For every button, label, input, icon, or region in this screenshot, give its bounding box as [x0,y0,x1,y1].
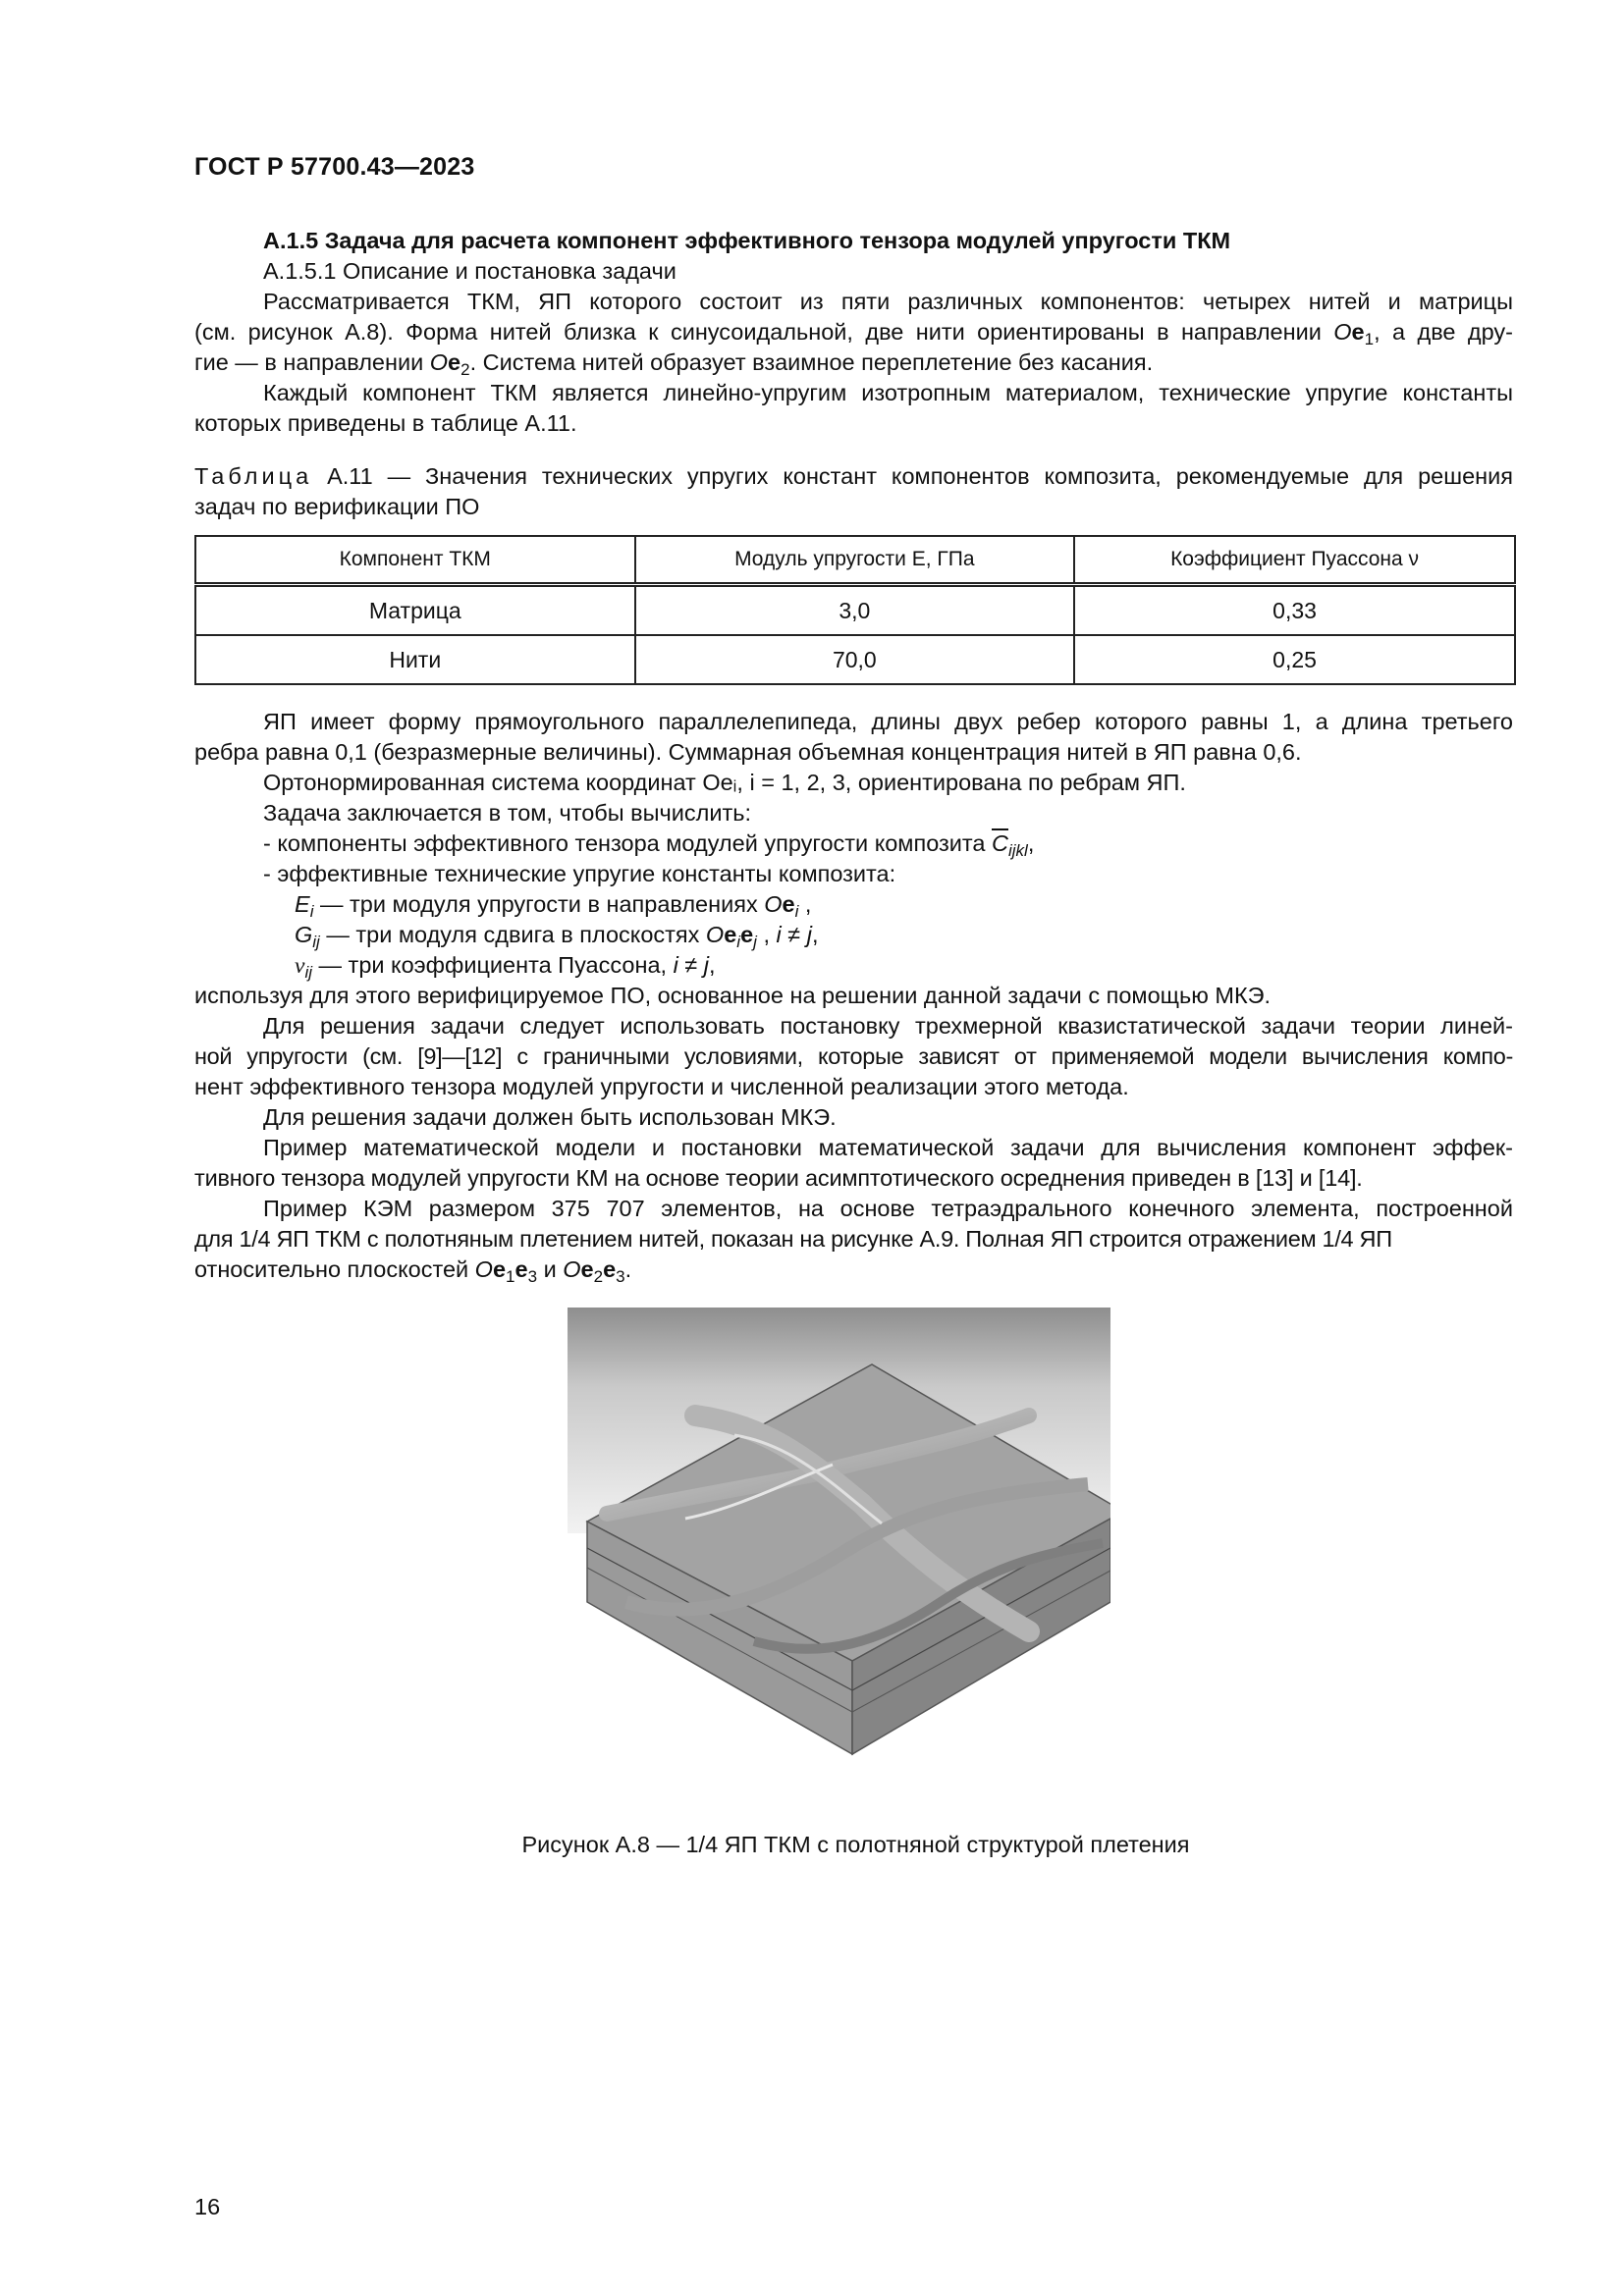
document-header: ГОСТ Р 57700.43—2023 [194,153,475,181]
paragraph-7-line-3: нент эффективного тензора модулей упругости и численной реализации этого метода. [194,1074,1129,1099]
table-cell: 0,25 [1074,635,1515,684]
section-subtitle: А.1.5.1 Описание и постановка задачи [263,258,677,284]
table-row [195,585,1515,636]
table-caption-line-1: Таблица А.11 — Значения технических упругих констант компонентов композита, рекомендуемые для решения [194,463,1513,489]
elastic-constants-table [194,535,1516,685]
paragraph-4: Ортонормированная система координат Oeᵢ, i = 1, 2, 3, ориентирована по ребрам ЯП. [263,770,1186,795]
section-title: А.1.5 Задача для расчета компонент эффективного тензора модулей упругости ТКМ [263,228,1231,253]
paragraph-2-line-1: Каждый компонент ТКМ является линейно-упругим изотропным материалом, технические упругие константы [263,380,1513,405]
table-cell: 70,0 [635,635,1075,684]
table-cell: 0,33 [1074,585,1515,636]
paragraph-7-line-2: ной упругости (см. [9]—[12] с граничными условиями, которые зависят от применяемой модели вычисления компо- [194,1043,1513,1069]
paragraph-3-line-1: ЯП имеет форму прямоугольного параллелепипеда, длины двух ребер которого равны 1, а длина третьего [263,709,1513,734]
paragraph-10-line-1: Пример КЭМ размером 375 707 элементов, на основе тетраэдрального конечного элемента, построенной [263,1196,1513,1221]
paragraph-7-line-1: Для решения задачи следует использовать постановку трехмерной квазистатической задачи теории линей- [263,1013,1513,1039]
table-row [195,635,1515,684]
g-definition: $G_{ij}$ — три модуля сдвига в плоскостях $Oe_ie_j$ , i ≠ j, [295,922,819,951]
table-cell: Матрица [195,585,635,636]
table-caption-line-2: задач по верификации ПО [194,494,480,519]
paragraph-6: используя для этого верифицируемое ПО, основанное на решении данной задачи с помощью МКЭ. [194,983,1272,1008]
table-header-cell: Компонент ТКМ [195,536,635,585]
table-header-cell: Модуль упругости E, ГПа [635,536,1075,585]
table-cell: 3,0 [635,585,1075,636]
list-item-2: - эффективные технические упругие константы композита: [263,861,896,886]
paragraph-8: Для решения задачи должен быть использован МКЭ. [263,1104,837,1130]
table-header-row [195,536,1515,585]
paragraph-3-line-2: ребра равна 0,1 (безразмерные величины). Суммарная объемная концентрация нитей в ЯП равна 0,6. [194,739,1302,765]
paragraph-9-line-1: Пример математической модели и постановки математической задачи для вычисления компонент эффек- [263,1135,1513,1160]
figure-caption: Рисунок А.8 — 1/4 ЯП ТКМ с полотняной структурой плетения [521,1832,1190,1857]
paragraph-1-line-1: Рассматривается ТКМ, ЯП которого состоит из пяти различных компонентов: четырех нитей и матрицы [263,289,1513,314]
table-cell: Нити [195,635,635,684]
e-definition: $E_i$ — три модуля упругости в направлениях $Oe_i$ , [295,891,812,921]
paragraph-1-line-3: гие — в направлении $Oe_2$. Система нитей образует взаимное переплетение без касания. [194,349,1154,379]
weave-unit-cell-figure [568,1308,1110,1760]
paragraph-5: Задача заключается в том, чтобы вычислить: [263,800,752,826]
paragraph-9-line-2: тивного тензора модулей упругости КМ на основе теории асимптотического осреднения приведен в [13] и [14]. [194,1165,1363,1191]
list-item-1: - компоненты эффективного тензора модулей упругости композита $\overline{C}_{ijkl}$, [263,830,1035,860]
paragraph-10-line-3: относительно плоскостей $Oe_1e_3$ и $Oe_2e_3$. [194,1256,632,1286]
paragraph-2-line-2: которых приведены в таблице А.11. [194,410,577,436]
nu-definition: $\nu_{ij}$ — три коэффициента Пуассона, i ≠ j, [295,952,716,982]
paragraph-10-line-2: для 1/4 ЯП ТКМ с полотняным плетением нитей, показан на рисунке А.9. Полная ЯП строится отражением 1/4 ЯП [194,1226,1392,1252]
page-number: 16 [194,2194,221,2219]
table-header-cell: Коэффициент Пуассона ν [1074,536,1515,585]
paragraph-1-line-2: (см. рисунок А.8). Форма нитей близка к синусоидальной, две нити ориентированы в направлении $Oe_1$, а две дру- [194,319,1513,348]
